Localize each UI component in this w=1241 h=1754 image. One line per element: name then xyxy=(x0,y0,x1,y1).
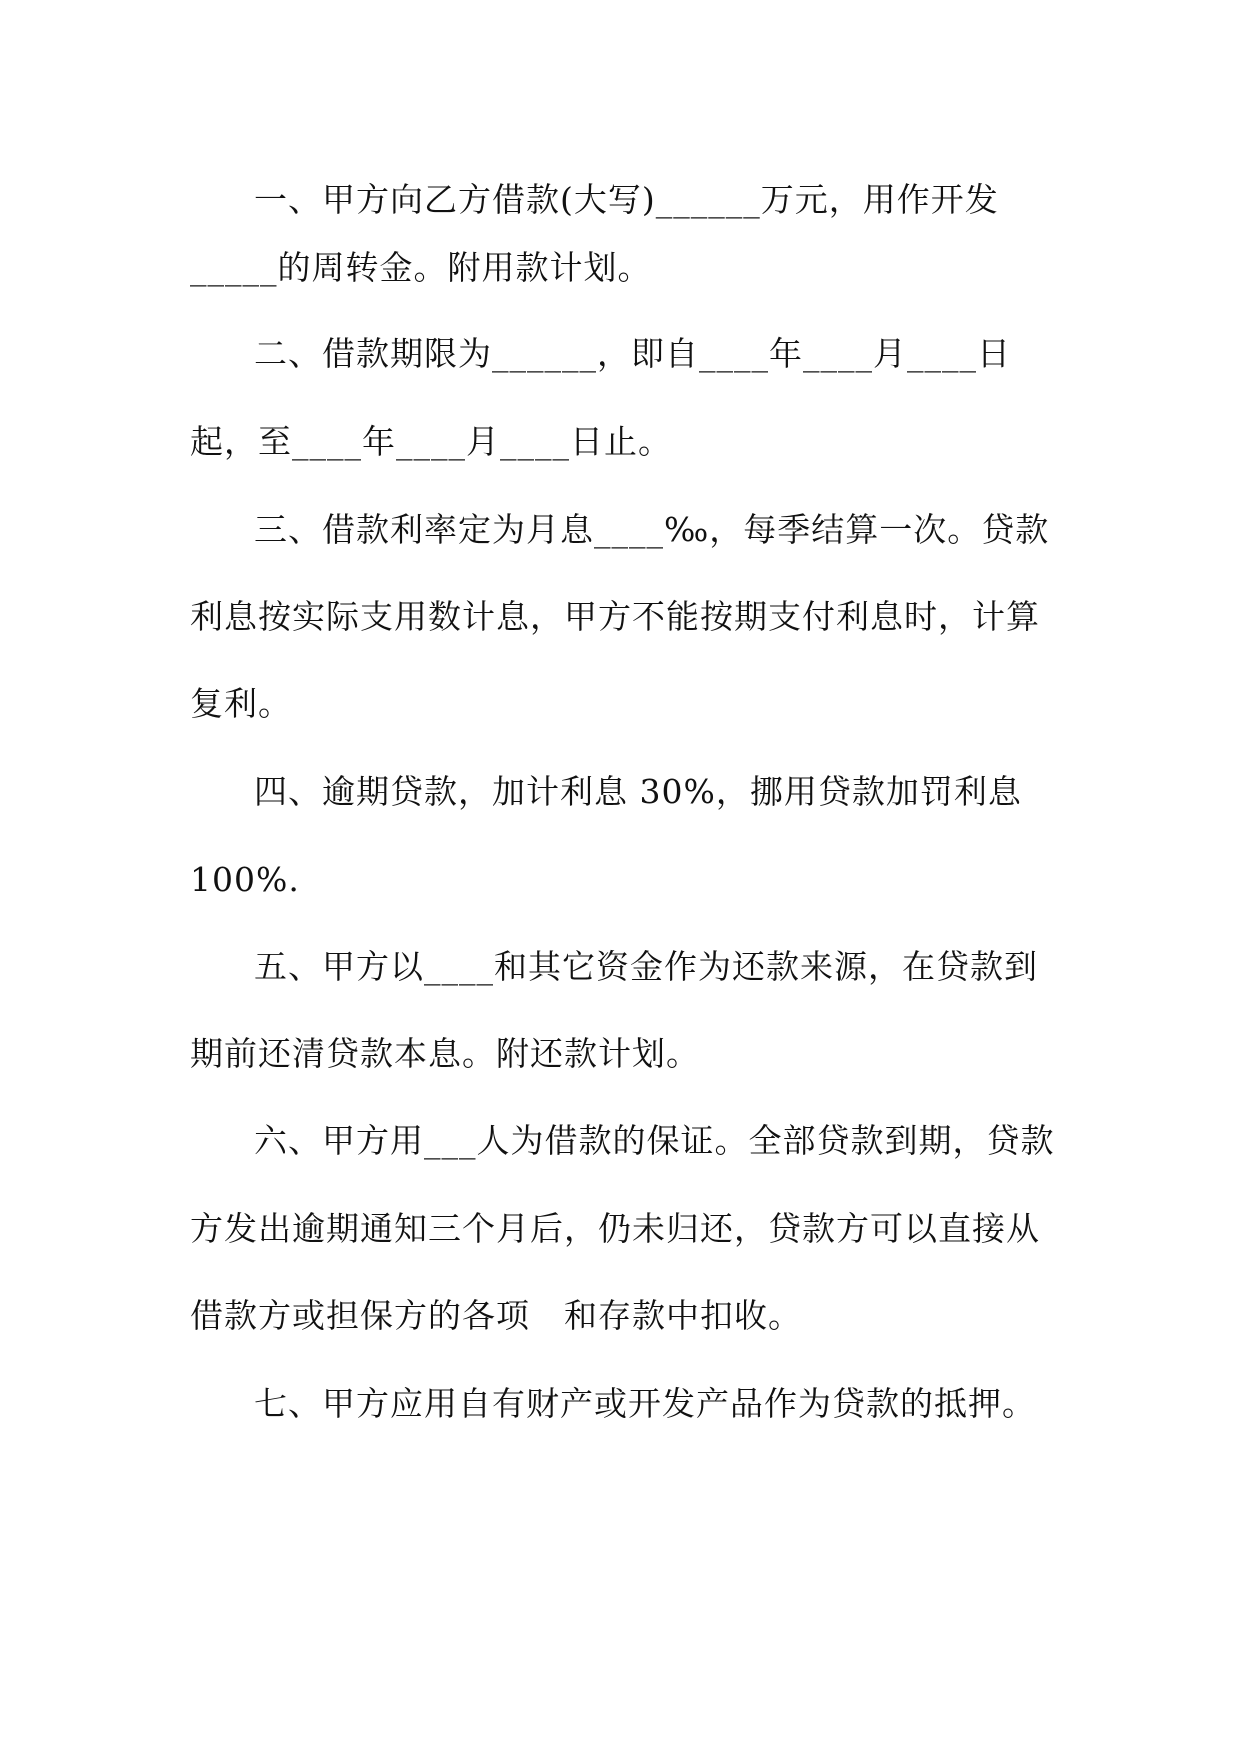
clause-6-line-2: 方发出逾期通知三个月后，仍未归还，贷款方可以直接从 xyxy=(190,1209,1040,1248)
clause-4-line-2: 100%. xyxy=(190,860,300,899)
clause-3-line-3: 复利。 xyxy=(190,684,292,723)
clause-1-line-1: 一、甲方向乙方借款(大写)______万元，用作开发 xyxy=(254,180,999,219)
clause-3-line-1: 三、借款利率定为月息____‰，每季结算一次。贷款 xyxy=(254,510,1050,549)
clause-2-line-2: 起，至____年____月____日止。 xyxy=(190,422,672,461)
clause-6-line-1: 六、甲方用___人为借款的保证。全部贷款到期，贷款 xyxy=(254,1121,1055,1160)
clause-1-line-2: _____的周转金。附用款计划。 xyxy=(190,248,652,287)
clause-5-line-2: 期前还清贷款本息。附还款计划。 xyxy=(190,1034,700,1073)
clause-4-line-1: 四、逾期贷款，加计利息 30%，挪用贷款加罚利息 xyxy=(254,772,1022,811)
clause-2-line-1: 二、借款期限为______，即自____年____月____日 xyxy=(254,334,1011,373)
clause-5-line-1: 五、甲方以____和其它资金作为还款来源，在贷款到 xyxy=(254,947,1038,986)
clause-3-line-2: 利息按实际支用数计息，甲方不能按期支付利息时，计算 xyxy=(190,597,1040,636)
clause-7-line-1: 七、甲方应用自有财产或开发产品作为贷款的抵押。 xyxy=(254,1384,1036,1423)
clause-6-line-3: 借款方或担保方的各项 和存款中扣收。 xyxy=(190,1296,802,1335)
